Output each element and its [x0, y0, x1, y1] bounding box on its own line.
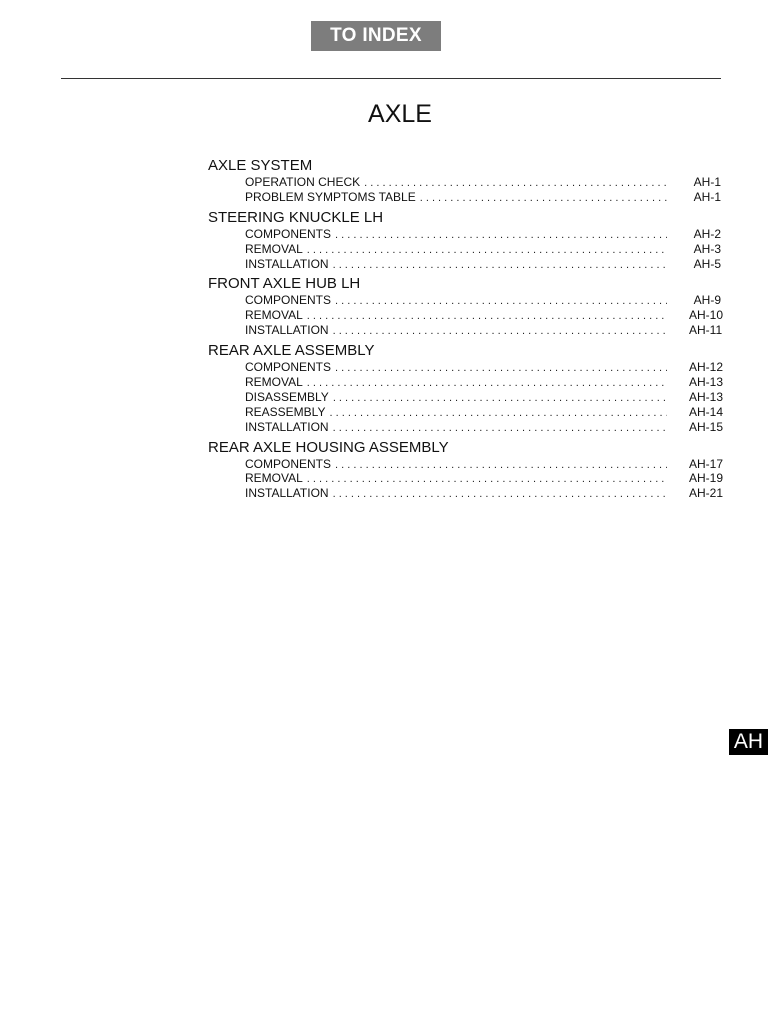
- dot-leader: [333, 487, 667, 502]
- entry-label: REASSEMBLY: [245, 404, 326, 419]
- toc-entry[interactable]: [208, 257, 721, 272]
- dot-leader: [307, 243, 667, 258]
- toc-entry[interactable]: [208, 486, 724, 501]
- dot-leader: [333, 258, 667, 273]
- to-index-button[interactable]: TO INDEX: [311, 21, 441, 51]
- dot-leader: [333, 421, 667, 436]
- entry-label: REMOVAL: [245, 241, 303, 256]
- entry-label: COMPONENTS: [245, 226, 332, 241]
- section-title: STEERING KNUCKLE LH: [208, 208, 384, 226]
- entry-label: INSTALLATION: [245, 323, 329, 338]
- section-title: REAR AXLE ASSEMBLY: [208, 342, 375, 360]
- toc-entry[interactable]: [208, 190, 721, 205]
- section-title: REAR AXLE HOUSING ASSEMBLY: [208, 438, 449, 456]
- toc-section: [208, 156, 721, 205]
- toc-section: [208, 341, 724, 434]
- dot-leader: [307, 376, 667, 391]
- header-divider: [61, 78, 721, 79]
- dot-leader: [333, 324, 667, 339]
- dot-leader: [364, 176, 667, 191]
- toc-entry[interactable]: [208, 360, 724, 375]
- toc-entry[interactable]: [208, 242, 721, 257]
- dot-leader: [307, 472, 667, 487]
- toc-section: [208, 208, 721, 272]
- section-title: AXLE SYSTEM: [208, 157, 313, 174]
- toc-entry[interactable]: [208, 389, 724, 405]
- entry-page: AH-10: [689, 308, 724, 323]
- toc-entry[interactable]: [208, 175, 721, 190]
- entry-page: AH-2: [693, 226, 721, 241]
- entry-label: INSTALLATION: [245, 486, 329, 501]
- toc-entry[interactable]: [208, 308, 724, 323]
- toc-entry[interactable]: [208, 456, 724, 472]
- dot-leader: [335, 294, 667, 309]
- section-title: FRONT AXLE HUB LH: [208, 275, 361, 293]
- entry-label: INSTALLATION: [245, 256, 329, 271]
- table-of-contents: [208, 156, 724, 504]
- entry-label: COMPONENTS: [245, 360, 332, 375]
- entry-page: AH-12: [689, 360, 724, 375]
- entry-page: AH-5: [693, 256, 721, 271]
- entry-page: AH-17: [689, 456, 724, 471]
- toc-entry[interactable]: [208, 227, 721, 242]
- dot-leader: [420, 191, 667, 206]
- dot-leader: [335, 458, 667, 473]
- toc-entry[interactable]: [208, 404, 724, 420]
- entry-page: AH-11: [689, 323, 723, 338]
- entry-page: AH-14: [689, 404, 724, 419]
- entry-label: REMOVAL: [245, 375, 303, 390]
- entry-label: INSTALLATION: [245, 419, 329, 434]
- entry-page: AH-9: [693, 293, 721, 308]
- entry-label: OPERATION CHECK: [245, 175, 361, 189]
- entry-page: AH-3: [693, 241, 721, 256]
- entry-label: COMPONENTS: [245, 456, 332, 471]
- page-title: AXLE: [368, 100, 432, 128]
- entry-page: AH-15: [689, 419, 724, 434]
- entry-page: AH-21: [689, 486, 724, 501]
- entry-label: PROBLEM SYMPTOMS TABLE: [245, 189, 416, 204]
- entry-label: REMOVAL: [245, 471, 303, 486]
- toc-section: [208, 438, 724, 502]
- toc-entry[interactable]: [208, 323, 721, 338]
- toc-entry[interactable]: [208, 419, 724, 435]
- toc-entry[interactable]: [208, 293, 721, 308]
- dot-leader: [329, 406, 667, 421]
- entry-page: AH-13: [689, 375, 724, 390]
- dot-leader: [333, 391, 667, 406]
- entry-label: COMPONENTS: [245, 293, 332, 308]
- toc-entry[interactable]: [208, 375, 724, 390]
- entry-page: AH-1: [693, 189, 721, 204]
- section-tab: AH: [729, 729, 768, 755]
- dot-leader: [307, 309, 667, 324]
- dot-leader: [335, 228, 667, 243]
- entry-page: AH-13: [689, 389, 724, 404]
- entry-page: AH-19: [689, 471, 724, 486]
- dot-leader: [335, 361, 667, 376]
- entry-label: REMOVAL: [245, 308, 303, 323]
- toc-section: [208, 274, 724, 338]
- toc-entry[interactable]: [208, 471, 724, 486]
- entry-label: DISASSEMBLY: [245, 389, 329, 404]
- entry-page: AH-1: [693, 175, 721, 189]
